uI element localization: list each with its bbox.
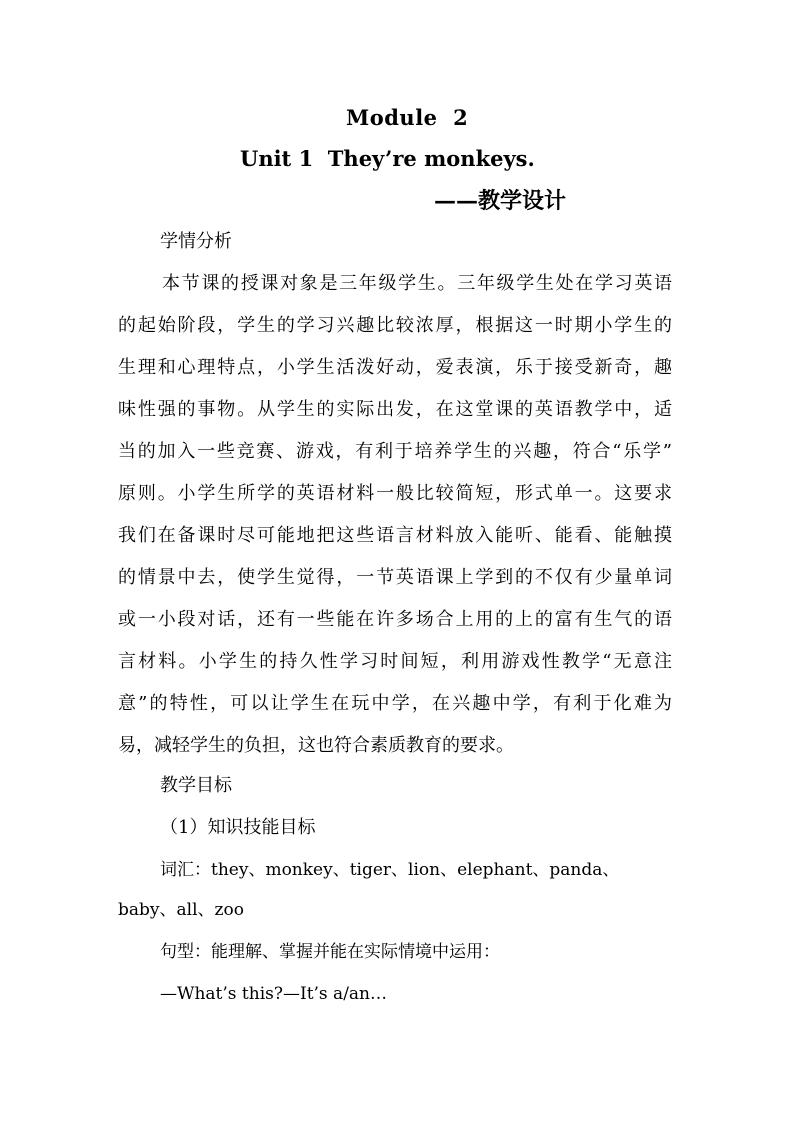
subsection-heading-knowledge: （1）知识技能目标 xyxy=(160,817,316,838)
paragraph-line: 或一小段对话，还有一些能在许多场合上用的上的富有生气的语 xyxy=(118,609,672,630)
section-heading-objectives: 教学目标 xyxy=(160,775,232,796)
paragraph-line: 言材料。小学生的持久性学习时间短，利用游戏性教学“无意注 xyxy=(118,651,672,672)
vocabulary-line-continued: baby、all、zoo xyxy=(118,900,244,920)
paragraph-line: 生理和心理特点，小学生活泼好动，爱表演，乐于接受新奇，趣 xyxy=(118,357,672,378)
section-heading-analysis: 学情分析 xyxy=(160,231,232,252)
paragraph-line: 当的加入一些竞赛、游戏，有利于培养学生的兴趣，符合“乐学” xyxy=(118,441,672,462)
vocabulary-line: 词汇：they、monkey、tiger、lion、elephant、panda、 xyxy=(160,860,620,880)
paragraph-line: 意”的特性，可以让学生在玩中学，在兴趣中学，有利于化难为 xyxy=(118,693,672,714)
paragraph-line: 原则。小学生所学的英语材料一般比较简短，形式单一。这要求 xyxy=(118,483,672,504)
sentence-pattern-line: 句型：能理解、掌握并能在实际情境中运用： xyxy=(160,942,500,962)
unit-title: Unit 1 They’re monkeys. xyxy=(240,146,535,171)
paragraph-line: 易，减轻学生的负担，这也符合素质教育的要求。 xyxy=(118,735,514,756)
paragraph-line: 味性强的事物。从学生的实际出发，在这堂课的英语教学中，适 xyxy=(118,399,672,420)
paragraph-line: 我们在备课时尽可能地把这些语言材料放入能听、能看、能触摸 xyxy=(118,525,672,546)
paragraph-line: 本节课的授课对象是三年级学生。三年级学生处在学习英语 xyxy=(162,273,672,294)
example-dialogue-line: —What’s this?—It’s a/an… xyxy=(160,984,388,1004)
design-subtitle: ——教学设计 xyxy=(434,188,567,214)
paragraph-line: 的情景中去，使学生觉得，一节英语课上学到的不仅有少量单词 xyxy=(118,567,672,588)
module-title: Module 2 xyxy=(346,105,469,130)
paragraph-line: 的起始阶段，学生的学习兴趣比较浓厚，根据这一时期小学生的 xyxy=(118,315,672,336)
